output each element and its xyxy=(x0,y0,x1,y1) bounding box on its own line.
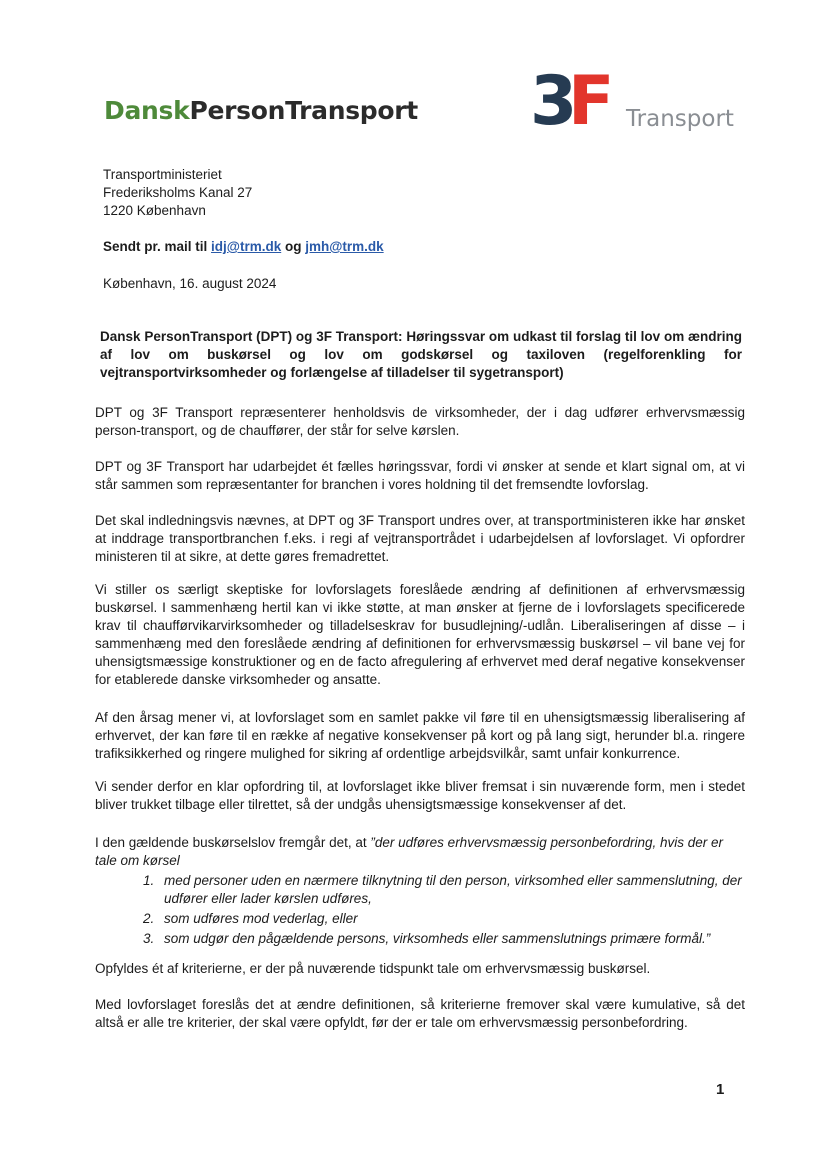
3f-transport-wordmark: Transport xyxy=(626,106,734,132)
body-paragraph: Det skal indledningsvis nævnes, at DPT og 3F Transport undres over, at transportministeren ikke har ønsket at inddrage transportbranchen f.eks. i regi af vejtransportrådet i udarbejdelsen af lovforslaget. Vi opfordrer ministeren til at sikre, at dette gøres fremadrettet. xyxy=(95,513,745,564)
email-link-idj[interactable]: idj@trm.dk xyxy=(211,239,282,254)
logo-word-persontransport: PersonTransport xyxy=(189,96,418,125)
criteria-item: 3. som udgør den pågældende persons, virksomheds eller sammenslutnings primære formål.” xyxy=(158,930,745,948)
recipient-address xyxy=(103,166,252,220)
body-paragraph: Af den årsag mener vi, at lovforslaget som en samlet pakke vil føre til en uhensigtsmæssig liberalisering af erhvervet, der kan føre til en række af negative konsekvenser på kort og på lang sigt, herunder bl.a. ringere trafiksikkerhed og ringere mulighed for sikring af ordentlige arbejdsvilkår, samt unfair konkurrence. xyxy=(95,710,745,761)
page-number: 1 xyxy=(716,1081,725,1098)
3f-logo-icon xyxy=(530,66,620,130)
subject-heading: Dansk PersonTransport (DPT) og 3F Transport: Høringssvar om udkast til forslag til lov om ændring af lov om buskørsel og lov om godskørsel og taxiloven (regelforenkling for vejtransportvirksomheder og forlængelse af tilladelser til sygetransport) xyxy=(100,329,742,380)
svg-text:F: F xyxy=(568,66,615,130)
sent-by-mail-line xyxy=(103,239,384,254)
address-line: Transportministeriet xyxy=(103,167,222,182)
criteria-item: 2. som udføres mod vederlag, eller xyxy=(158,910,745,928)
address-line: 1220 København xyxy=(103,203,206,218)
body-paragraph: DPT og 3F Transport repræsenterer henholdsvis de virksomheder, der i dag udfører erhvervsmæssig person-transport, og de chauffører, der står for selve kørslen. xyxy=(95,405,745,438)
body-paragraph: Opfyldes ét af kriterierne, er der på nuværende tidspunkt tale om erhvervsmæssig buskørsel. xyxy=(95,961,651,976)
quote-intro-plain: I den gældende buskørselslov fremgår det, at xyxy=(95,835,371,850)
body-paragraph: Med lovforslaget foreslås det at ændre definitionen, så kriterierne fremover skal være kumulative, så det altså er alle tre kriterier, der skal være opfyldt, før der er tale om erhvervsmæssig personbefordring. xyxy=(95,997,745,1030)
body-paragraph: Vi sender derfor en klar opfordring til, at lovforslaget ikke bliver fremsat i sin nuværende form, men i stedet bliver trukket tilbage eller tilrettet, så der undgås uhensigtsmæssige konsekvenser af det. xyxy=(95,779,745,812)
sent-prefix: Sendt pr. mail til xyxy=(103,239,212,254)
sent-connector: og xyxy=(281,239,306,254)
dansk-persontransport-logo xyxy=(104,96,418,125)
email-link-jmh[interactable]: jmh@trm.dk xyxy=(305,239,384,254)
svg-text:3: 3 xyxy=(530,66,572,130)
criteria-list xyxy=(95,872,745,948)
quote-intro-italic: ”der udføres erhvervsmæssig personbefordring, hvis der er tale om kørsel xyxy=(95,835,724,868)
law-quote xyxy=(95,834,745,950)
criteria-item: 1. med personer uden en nærmere tilknytning til den person, virksomhed eller sammenslutning, der udfører eller lader kørslen udføres, xyxy=(158,872,745,908)
document-date: København, 16. august 2024 xyxy=(103,276,277,291)
body-paragraph: DPT og 3F Transport har udarbejdet ét fælles høringssvar, fordi vi ønsker at sende et klart signal om, at vi står sammen som repræsentanter for branchen i vores holdning til det fremsendte lovforslag. xyxy=(95,459,745,492)
address-line: Frederiksholms Kanal 27 xyxy=(103,185,253,200)
body-paragraph: Vi stiller os særligt skeptiske for lovforslagets foreslåede ændring af definitionen af erhvervsmæssig buskørsel. I sammenhæng hertil kan vi ikke støtte, at man ønsker at fjerne de i lovforslagets specificerede krav til chaufførvikarvirksomheder og tilladelseskrav for busudlejning/-udlån. Liberaliseringen af disse – i sammenhæng med den foreslåede ændring af definitionen for erhvervsmæssig buskørsel – vil bane vej for uhensigtsmæssige konstruktioner og en de facto afregulering af erhvervet med deraf negative konsekvenser for etablerede danske virksomheder og ansatte. xyxy=(95,582,745,687)
quote-intro xyxy=(95,834,745,870)
logo-word-dansk: Dansk xyxy=(104,96,190,125)
